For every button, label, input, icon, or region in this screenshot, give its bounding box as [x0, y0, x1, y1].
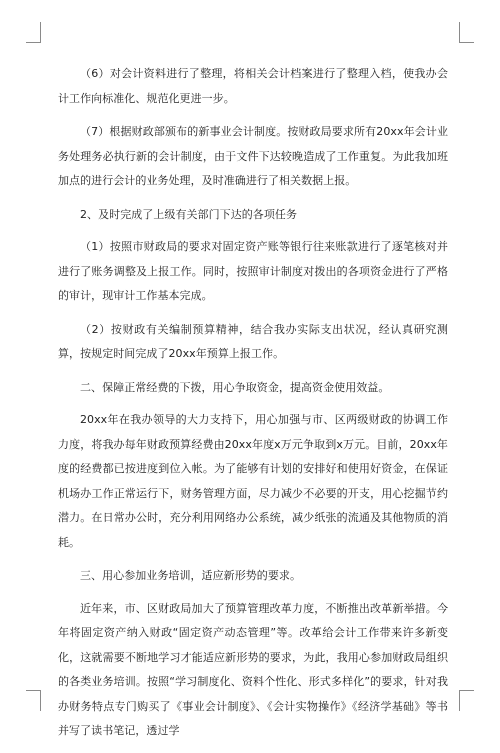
section-heading-training: 三、用心参加业务培训，适应新形势的要求。 [80, 569, 301, 582]
document-body [58, 62, 448, 753]
paragraph-training: 近年来，市、区财政局加大了预算管理改革力度，不断推出改革新举措。今年将固定资产纳入财政“固定资产动态管理”等。改革给会计工作带来许多新变化，这就需要不断地学习才能适应新形势的要求，为此，我用心参加财政局组织的各类业务培训。按照“学习制度化、资料个性化、形式多样化”的要求，针对我办财务特点专门购买了《事业会计制度》、《会计实物操作》《经济学基础》等书并写了读书笔记，透过学 [58, 601, 448, 737]
paragraph-item-7: （7）根据财政部颁布的新事业会计制度。按财政局要求所有20xx年会计业务处理务必执行新的会计制度，由于文件下达较晚造成了工作重复。为此我加班加点的进行会计的业务处理，及时准确进行了相关数据上报。 [58, 125, 448, 187]
section-heading-2: 2、及时完成了上级有关部门下达的各项任务 [80, 207, 297, 221]
crop-mark-bottom-left [26, 690, 41, 711]
crop-mark-bottom-right [459, 690, 474, 711]
paragraph-task-1: （1）按照市财政局的要求对固定资产账等银行往来账款进行了逐笔核对并进行了账务调整及上报工作。同时，按照审计制度对拨出的各项资金进行了严格的审计，现审计工作基本完成。 [58, 240, 448, 302]
paragraph-task-2: （2）按财政有关编制预算精神，结合我办实际支出状况，经认真研究测算，按规定时间完成了20xx年预算上报工作。 [58, 322, 448, 360]
section-heading-funding: 二、保障正常经费的下拨，用心争取资金，提高资金使用效益。 [80, 380, 390, 394]
crop-mark-top-right [459, 22, 474, 43]
paragraph-funding: 20xx年在我办领导的大力支持下，用心加强与市、区两级财政的协调工作力度，将我办每年财政预算经费由20xx年度x万元争取到x万元。目前，20xx年度的经费都已按进度到位入帐。为了能够有计划的安排好和使用好资金，在保证机场办工作正常运行下，财务管理方面，尽力减少不必要的开支，用心挖掘节约潜力。在日常办公时，充分利用网络办公系统，减少纸张的流通及其他物质的消耗。 [58, 413, 448, 549]
paragraph-item-6: （6）对会计资料进行了整理，将相关会计档案进行了整理入档，使我办会计工作向标准化、规范化更进一步。 [58, 67, 448, 105]
crop-mark-top-left [26, 22, 41, 43]
